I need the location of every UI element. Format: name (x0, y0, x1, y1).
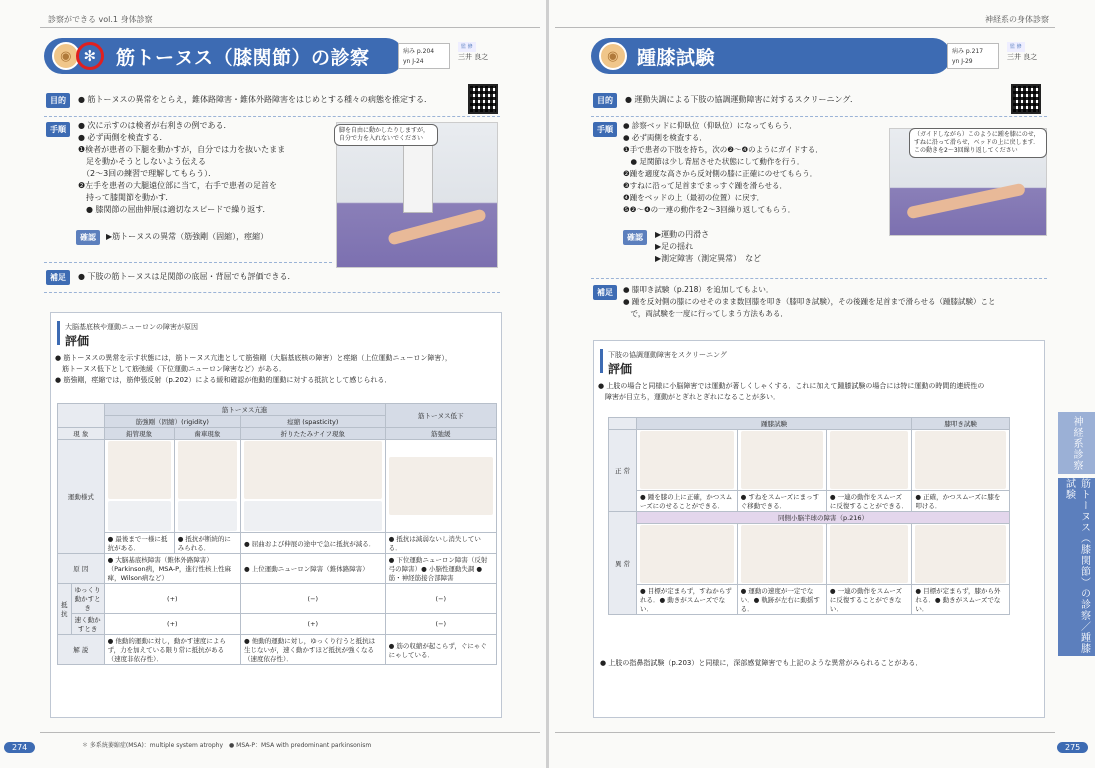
patient-leg (906, 183, 1026, 220)
purpose-label: 目的 (46, 93, 70, 108)
box-eyebrow: 大脳基底核や運動ニューロンの障害が原因 (65, 323, 198, 331)
qr-code[interactable] (1011, 84, 1041, 114)
procedure-label: 手順 (593, 122, 617, 137)
footnote: ＊ 多系統萎縮症(MSA)：multiple system atrophy ● MSA-P：MSA with predominant parkinsonism (82, 742, 372, 749)
supplement-text: ● 膝叩き試験（p.218）を追加してもよい． ● 踵を反対側の膝にのせそのまま数回膝を叩き（膝叩き試験），その後踵を足首まで滑らせる（踵膝試験）こと で，両試験を一度に行ってしまう方法もある． (623, 285, 996, 318)
page-number: 274 (4, 742, 35, 753)
qr-code[interactable] (468, 84, 498, 114)
topic-tab[interactable]: 筋トーヌス（膝関節）の診察／踵膝試験 (1058, 478, 1095, 656)
supplement-label: 補足 (46, 270, 70, 285)
leg-illustration (915, 525, 1006, 583)
leg-illustration (741, 525, 823, 583)
supplement-label: 補足 (593, 285, 617, 300)
leg-illustration (830, 431, 908, 489)
flaccid-illustration (389, 457, 493, 515)
box-title: 評価 (608, 362, 633, 376)
author-box: 監 修 三井 良之 (458, 44, 489, 61)
divider (591, 278, 1047, 279)
col-group-lowered: 筋トーヌス低下 (385, 404, 496, 428)
gear-icon (178, 501, 237, 531)
leg-illustration (741, 431, 823, 489)
box-intro: ● 筋トーヌスの異常を示す状態には，筋トーヌス亢進として筋強剛（大脳基底核の障害）と痙縮（上位運動ニューロン障害）， 筋トーヌス低下として筋弛緩（下位運動ニューロン障害など）がある． ● 筋強剛，痙縮では，筋伸張反射（p.202）による緩和確認が他動的運動に対する抵抗として感じられる． (55, 354, 452, 384)
confirm-text: ▶筋トーヌスの異常（筋強剛（固縮），痙縮） (106, 232, 269, 241)
running-head: 神経系の身体診察 (985, 15, 1049, 24)
divider (591, 116, 1047, 117)
clasp-knife-illustration (244, 441, 382, 499)
author-box: 監 修 三井 良之 (1007, 44, 1038, 61)
leg-illustration (915, 431, 1006, 489)
knife-icon (244, 501, 382, 531)
box-intro: ● 上肢の場合と同様に小脳障害では運動が著しくしゃくする．これに加えて踵膝試験の場合には特に運動の時間的連続性の 障害が目立ち，運動がとぎれとぎれになることが多い． (598, 382, 985, 401)
confirm-label: 確認 (76, 230, 100, 245)
page-title: 踵膝試験 (637, 46, 716, 69)
row-normal: 正 常 (609, 430, 637, 512)
procedure-label: 手順 (46, 122, 70, 137)
page-title-bar (44, 38, 404, 74)
after-box-note: ● 上肢の指鼻指試験（p.203）と同様に，深部感覚障害でも上記のような異常がみられることがある． (600, 659, 923, 667)
page-title: 筋トーヌス（膝関節）の診察 (116, 46, 370, 69)
section-tab[interactable]: 神経系診察 (1058, 412, 1095, 474)
left-page (0, 0, 546, 768)
photo-caption-bubble: 脚を自由に動かしたりしますが，自分で力を入れないでください (334, 124, 438, 146)
right-page (549, 0, 1095, 768)
evaluation-box (593, 340, 1045, 718)
accent-bar (57, 321, 60, 345)
purpose-label: 目的 (593, 93, 617, 108)
col-group-raised: 筋トーヌス亢進 (104, 404, 385, 416)
footer-rule (40, 732, 540, 733)
col-knee-tap: 膝叩き試験 (912, 418, 1010, 430)
lead-pipe-illustration (108, 441, 171, 499)
accent-bar (600, 349, 603, 373)
box-eyebrow: 下肢の協調運動障害をスクリーニング (608, 351, 727, 359)
divider (44, 292, 500, 293)
page-number: 275 (1057, 742, 1088, 753)
running-head: 診察ができる vol.1 身体診察 (48, 15, 153, 24)
leg-illustration (640, 525, 734, 583)
row-abnormal: 異 常 (609, 512, 637, 615)
brain-icon: ◉ (52, 42, 80, 70)
patient-leg (387, 208, 487, 245)
page-title-bar (591, 38, 951, 74)
footnote-star-icon[interactable]: ✻ (76, 42, 104, 70)
cerebellar-band: 同側小脳半球の障害（p.216） (637, 512, 1010, 524)
leg-illustration (830, 525, 908, 583)
doctor-figure (403, 141, 433, 213)
pipe-icon (108, 501, 171, 531)
header-rule (40, 27, 540, 28)
divider (44, 116, 500, 117)
reference-box: 病み p.217 yn J-29 (947, 43, 999, 69)
tone-table: 筋トーヌス亢進 筋トーヌス低下 筋強剛（固縮）(rigidity) 痙縮 (spasticity) 現 象 鉛管現象 歯車現象 折りたたみナイフ現象 筋弛緩 運動様式 ● 最後まで一様に抵抗がある． ● 抵抗が断続的にみられる． ● 屈曲および伸展の途中で急に抵抗が減る． ● 抵抗は減弱ないし消失している． 原 因 ● 大脳基底核障害（錐体外路障害）（Parkinson病，MSA-P，進行性核上性麻痺，Wilson病など） ● 上位運動ニューロン障害（錐体路障害） ● 下位運動ニューロン障害（反射弓の障害）● 小脳性運動失調 ● 筋・神経筋接合部障害 抵抗 ゆっくり動かすとき (+) (−) (−) 速く動かすとき (+) (+) (−) 解 説 ● 他動的運動に対し，動かす速度によらず，力を加えている限り常に抵抗がある（速度非依存性）． ● 他動的運動に対し，ゆっくり行うと抵抗は生じないが，速く動かすほど抵抗が強くなる（速度依存性）． ● 筋の収縮が起こらず，ぐにゃぐにゃしている． (57, 403, 497, 665)
confirm-list: ▶運動の円滑さ ▶足の揺れ ▶測定障害（測定異常） など (655, 230, 762, 263)
leg-illustration (640, 431, 734, 489)
reference-box: 病み p.204 yn J-24 (398, 43, 450, 69)
supplement-text: ● 下肢の筋トーヌスは足関節の底屈・背屈でも評価できる． (78, 272, 296, 281)
procedure-list: ● 次に示すのは検者が右利きの例である． ● 必ず両側を検査する． ❶検者が患者の下腿を動かすが，自分では力を抜いたまま 足を動かそうとしないよう伝える （2～3回の練習で理解してもらう）． ❷左手を患者の大腿遠位部に当て，右手で患者の足首を 持って膝関節を動かす． ● 膝関節の屈曲伸展は適切なスピードで繰り返す． (78, 121, 286, 214)
divider (44, 262, 332, 263)
evaluation-box (50, 312, 502, 718)
photo-caption-bubble: （ガイドしながら）このように踵を膝にのせ，すねに沿って滑らせ，ベッドの上に戻します．この動きを2～3回繰り返してください (909, 128, 1047, 158)
box-title: 評価 (65, 334, 90, 348)
header-rule (555, 27, 1055, 28)
purpose-text: ● 筋トーヌスの異常をとらえ，錐体路障害・錐体外路障害をはじめとする種々の病態を推定する． (78, 95, 432, 104)
col-heel-knee: 踵膝試験 (637, 418, 912, 430)
footer-rule (555, 732, 1055, 733)
heel-knee-table: 踵膝試験 膝叩き試験 正 常 ● 踵を膝の上に正確，かつスムーズにのせることができる． ● すねをスムーズにまっすぐ移動できる． ● 一連の動作をスムーズに反復することができる． ● 正確，かつスムーズに膝を叩ける． 異 常 同側小脳半球の障害（p.216） ● 目標が定まらず，すねからずれる．● 動きがスムーズでない． ● 運動の速度が一定でない．● 軌跡が左右に動揺する． ● 一連の動作をスムーズに反復することができない． ● 目標が定まらず，膝から外れる．● 動きがスムーズでない． (608, 417, 1010, 615)
cogwheel-illustration (178, 441, 237, 499)
purpose-text: ● 運動失調による下肢の協調運動障害に対するスクリーニング． (625, 95, 859, 104)
brain-icon: ◉ (599, 42, 627, 70)
procedure-list: ● 診察ベッドに仰臥位（仰臥位）になってもらう． ● 必ず両側を検査する． ❶手で患者の下肢を持ち，次の❷～❹のようにガイドする． ● 足関節は少し背屈させた状態にして動作を行う． ❷踵を適度な高さから反対側の膝に正確にのせてもらう． ❸すねに沿って足首までまっすぐ踵を滑らせる． ❹踵をベッドの上（最初の位置）に戻す． ❺❷～❹の一連の動作を2～3回繰り返してもらう． (623, 121, 823, 214)
confirm-label: 確認 (623, 230, 647, 245)
